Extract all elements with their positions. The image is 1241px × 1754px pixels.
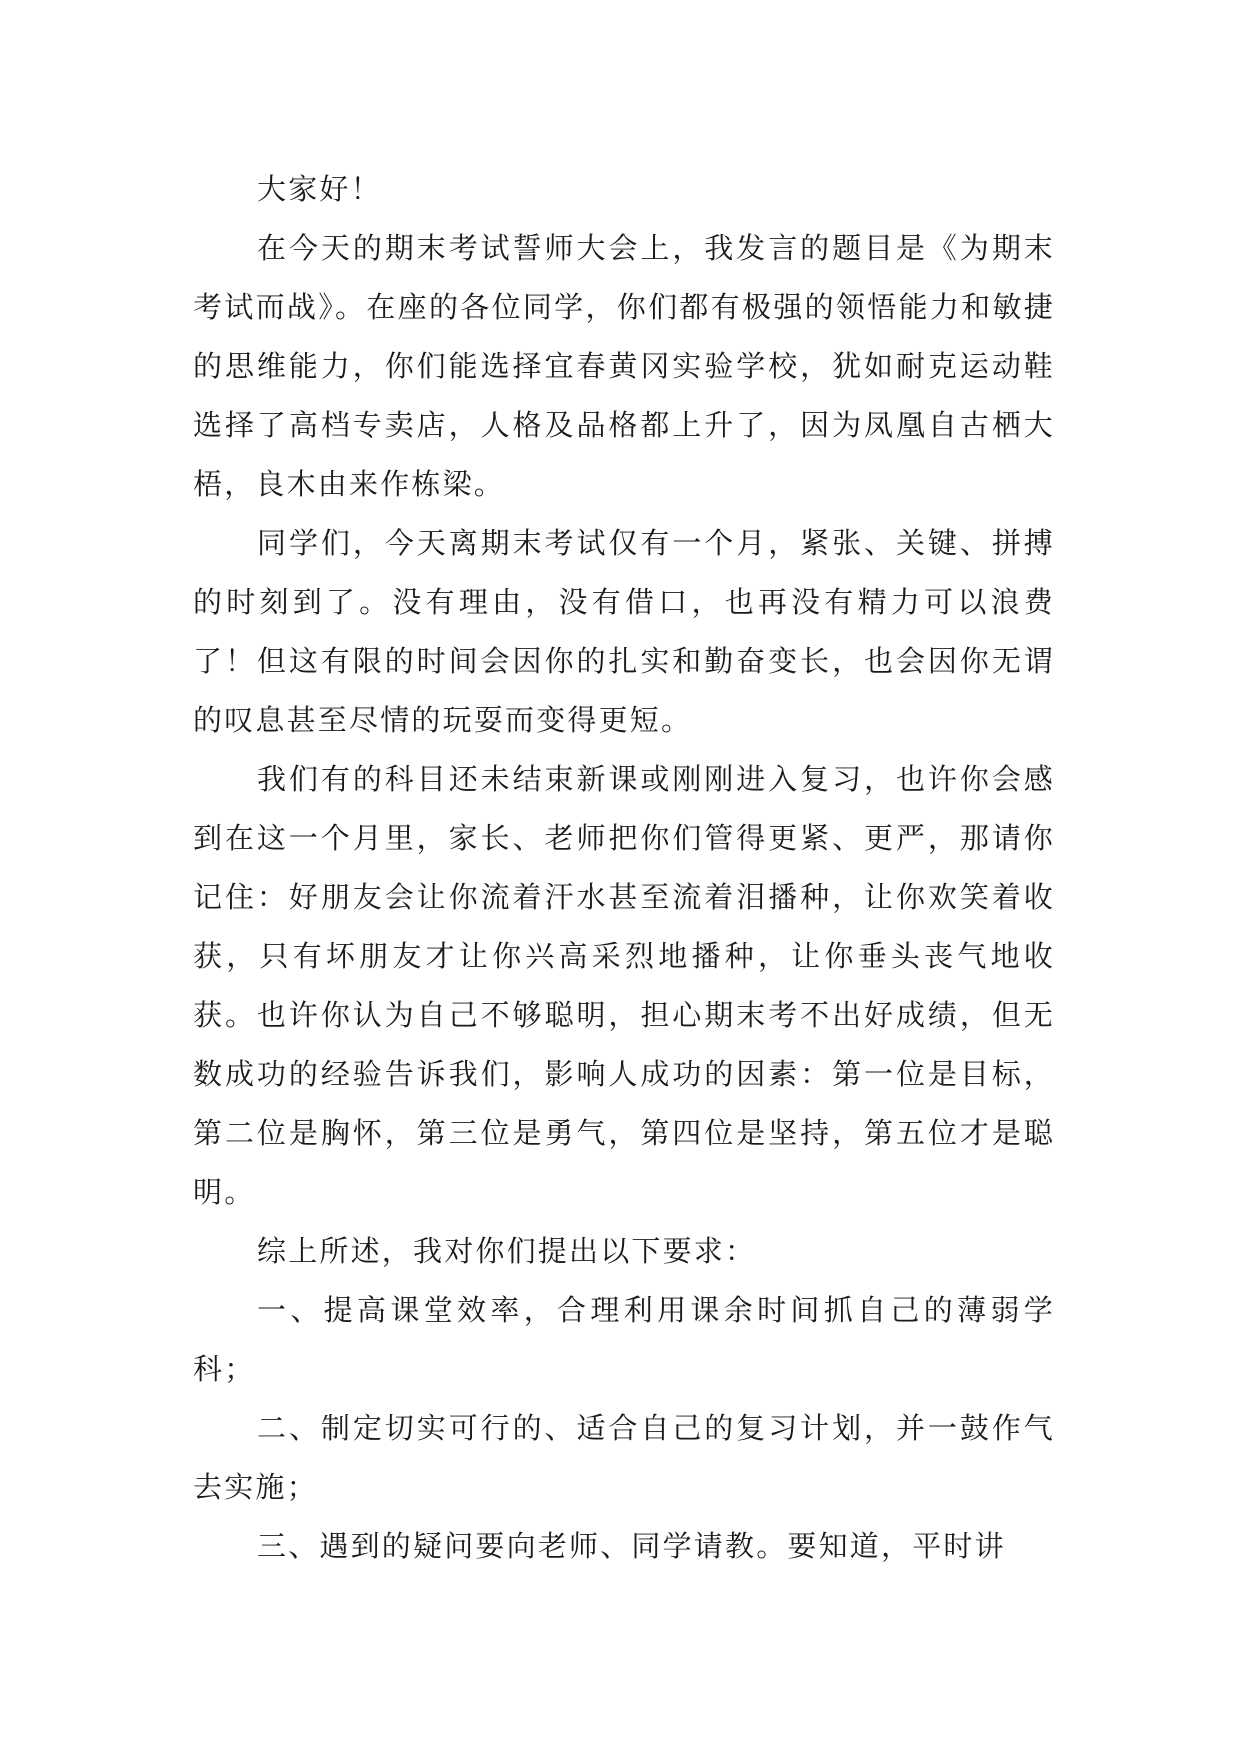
paragraph-requirement-2: 二、制定切实可行的、适合自己的复习计划，并一鼓作气去实施；: [193, 1411, 1055, 1504]
document-body: [193, 160, 1055, 1576]
paragraph-one-month-left: 同学们，今天离期末考试仅有一个月，紧张、关键、拼搏的时刻到了。没有理由，没有借口，也再没有精力可以浪费了！但这有限的时间会因你的扎实和勤奋变长，也会因你无谓的叹息甚至尽情的玩耍而变得更短。: [193, 526, 1055, 737]
paragraph-requirement-1: 一、提高课堂效率，合理利用课余时间抓自己的薄弱学科；: [193, 1293, 1055, 1386]
paragraph-speech-title: 在今天的期末考试誓师大会上，我发言的题目是《为期末考试而战》。在座的各位同学，你们都有极强的领悟能力和敏捷的思维能力，你们能选择宜春黄冈实验学校，犹如耐克运动鞋选择了高档专卖店，人格及品格都上升了，因为凤凰自古栖大梧，良木由来作栋梁。: [193, 231, 1055, 501]
paragraph-greeting: 大家好！: [257, 172, 382, 206]
paragraph-success-factors: 我们有的科目还未结束新课或刚刚进入复习，也许你会感到在这一个月里，家长、老师把你们管得更紧、更严，那请你记住：好朋友会让你流着汗水甚至流着泪播种，让你欢笑着收获，只有坏朋友才让你兴高采烈地播种，让你垂头丧气地收获。也许你认为自己不够聪明，担心期末考不出好成绩，但无数成功的经验告诉我们，影响人成功的因素：第一位是目标，第二位是胸怀，第三位是勇气，第四位是坚持，第五位才是聪明。: [193, 762, 1055, 1209]
paragraph-requirement-3: 三、遇到的疑问要向老师、同学请教。要知道，平时讲: [257, 1529, 1006, 1563]
paragraph-requirements-intro: 综上所述，我对你们提出以下要求：: [257, 1234, 757, 1268]
